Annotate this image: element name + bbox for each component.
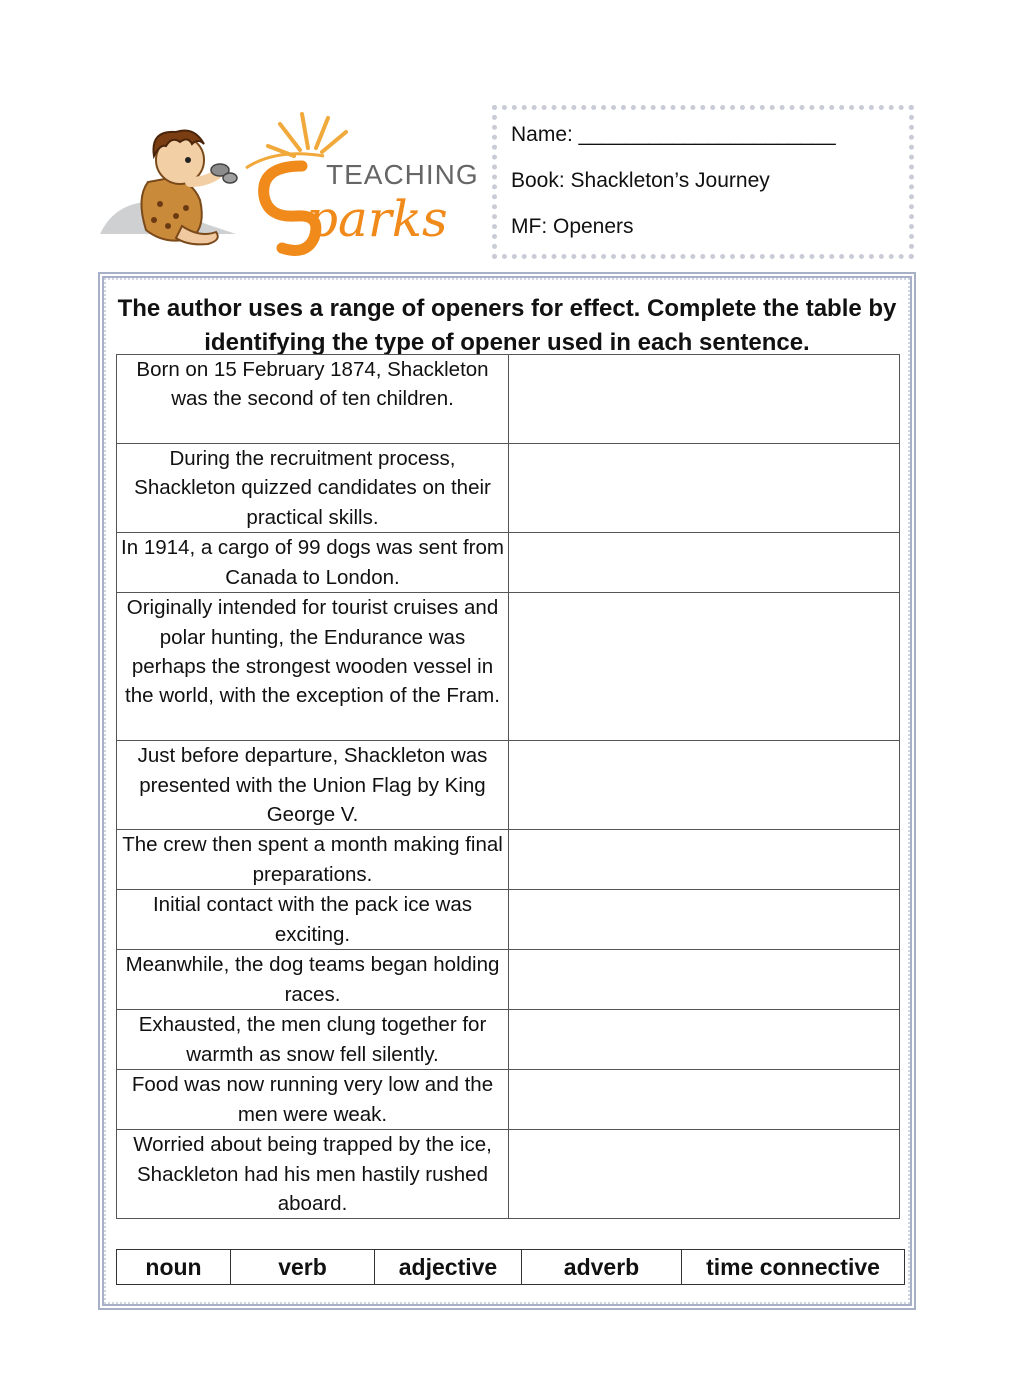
sentence-cell: Initial contact with the pack ice was exciting.	[117, 890, 509, 950]
table-row	[117, 593, 900, 741]
openers-table	[116, 354, 900, 1219]
answer-cell[interactable]	[509, 1010, 900, 1070]
sentence-cell: Exhausted, the men clung together for warmth as snow fell silently.	[117, 1010, 509, 1070]
table-row	[117, 1130, 900, 1219]
sentence-cell: In 1914, a cargo of 99 dogs was sent from Canada to London.	[117, 533, 509, 593]
table-row	[117, 950, 900, 1010]
sentence-cell: Originally intended for tourist cruises and polar hunting, the Endurance was perhaps the strongest wooden vessel in the world, with the exception of the Fram.	[117, 593, 509, 741]
word-bank-adverb: adverb	[522, 1250, 682, 1285]
sentence-cell: Food was now running very low and the men were weak.	[117, 1070, 509, 1130]
table-row	[117, 890, 900, 950]
table-row	[117, 533, 900, 593]
answer-cell[interactable]	[509, 444, 900, 533]
name-field[interactable]: Name: ______________________	[511, 123, 836, 146]
sentence-cell: During the recruitment process, Shackleton quizzed candidates on their practical skills.	[117, 444, 509, 533]
mf-label: MF: Openers	[511, 215, 634, 238]
answer-cell[interactable]	[509, 593, 900, 741]
table-row	[117, 741, 900, 830]
word-bank-time-connective: time connective	[682, 1250, 905, 1285]
answer-cell[interactable]	[509, 741, 900, 830]
table-row	[117, 355, 900, 444]
sentence-cell: Born on 15 February 1874, Shackleton was the second of ten children.	[117, 355, 509, 444]
table-row	[117, 1070, 900, 1130]
table-row	[117, 1010, 900, 1070]
word-bank-noun: noun	[117, 1250, 231, 1285]
student-info-box	[492, 105, 914, 259]
caveman-mascot-icon	[96, 108, 476, 258]
sentence-cell: Meanwhile, the dog teams began holding races.	[117, 950, 509, 1010]
worksheet-panel	[98, 272, 916, 1310]
table-row	[117, 830, 900, 890]
word-bank-row	[117, 1250, 905, 1285]
sentence-cell: Just before departure, Shackleton was presented with the Union Flag by King George V.	[117, 741, 509, 830]
answer-cell[interactable]	[509, 533, 900, 593]
answer-cell[interactable]	[509, 830, 900, 890]
answer-cell[interactable]	[509, 950, 900, 1010]
answer-cell[interactable]	[509, 1070, 900, 1130]
logo-line2: parks	[306, 190, 448, 248]
sentence-cell: The crew then spent a month making final preparations.	[117, 830, 509, 890]
word-bank-adjective: adjective	[375, 1250, 522, 1285]
word-bank-table	[116, 1249, 905, 1285]
logo-line1: TEACHING	[326, 159, 476, 190]
table-row	[117, 444, 900, 533]
book-label: Book: Shackleton’s Journey	[511, 169, 770, 192]
word-bank-verb: verb	[231, 1250, 375, 1285]
answer-cell[interactable]	[509, 355, 900, 444]
answer-cell[interactable]	[509, 890, 900, 950]
instruction-text: The author uses a range of openers for effect. Complete the table by identifying the type of opener used in each sentence.	[117, 295, 897, 356]
sentence-cell: Worried about being trapped by the ice, Shackleton had his men hastily rushed aboard.	[117, 1130, 509, 1219]
teaching-sparks-logo	[96, 108, 476, 258]
answer-cell[interactable]	[509, 1130, 900, 1219]
